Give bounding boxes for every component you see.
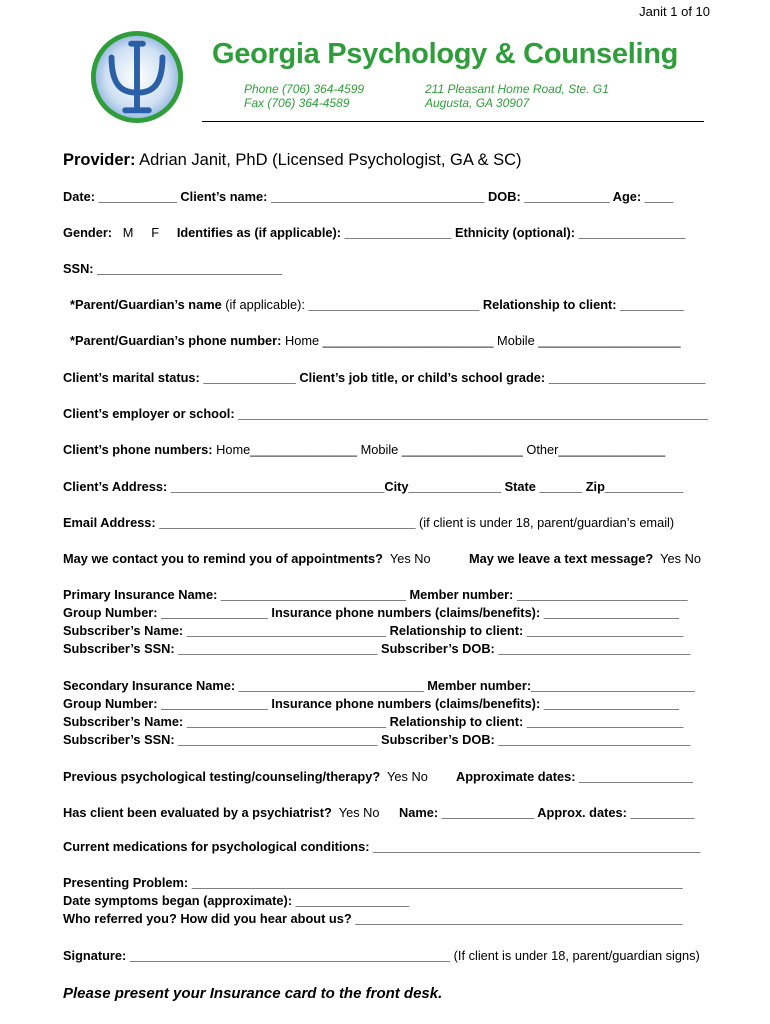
presenting-problem-line[interactable]: Presenting Problem: _____________________________________________________________________ — [63, 875, 683, 890]
previous-therapy-row[interactable]: Previous psychological testing/counseling/therapy? Yes No Approximate dates: ________________ — [63, 769, 693, 784]
secondary-insurance-line[interactable]: Group Number: _______________ Insurance phone numbers (claims/benefits): ___________________ — [63, 696, 679, 711]
text-options: Yes No — [660, 551, 701, 566]
psi-logo — [88, 28, 186, 126]
secondary-insurance-line[interactable]: Secondary Insurance Name: __________________________ Member number:_______________________ — [63, 678, 695, 693]
ssn-row[interactable]: SSN: __________________________ — [63, 261, 283, 276]
org-address-line2: Augusta, GA 30907 — [425, 96, 530, 110]
insurance-card-notice: Please present your Insurance card to the front desk. — [63, 985, 443, 1002]
referral-line[interactable]: Who referred you? How did you hear about us? ______________________________________________ — [63, 911, 683, 926]
org-fax: Fax (706) 364-4589 — [244, 96, 350, 110]
email-row[interactable]: Email Address: ____________________________________ (if client is under 18, parent/guardian’s email) — [63, 515, 675, 530]
client-phone-row[interactable]: Client’s phone numbers: Home_______________ Mobile _________________ Other_______________ — [63, 442, 666, 457]
parent-phone-row[interactable]: *Parent/Guardian’s phone number: Home ________________________ Mobile ____________________ — [70, 333, 681, 348]
client-address-row[interactable]: Client’s Address: ______________________________City_____________ State ______ Zip___________ — [63, 479, 684, 494]
phone-fax — [244, 82, 364, 110]
provider-line — [63, 151, 522, 170]
secondary-insurance-line[interactable]: Subscriber’s SSN: ____________________________ Subscriber’s DOB: ___________________________ — [63, 732, 691, 747]
symptoms-began-line[interactable]: Date symptoms began (approximate): ________________ — [63, 893, 410, 908]
employer-row[interactable]: Client’s employer or school: __________________________________________________________________ — [63, 406, 708, 421]
page-number: Janit 1 of 10 — [639, 4, 710, 19]
parent-name-row[interactable]: *Parent/Guardian’s name (if applicable): ________________________ Relationship to client: _________ — [70, 297, 685, 312]
header-rule — [202, 121, 704, 122]
medications-row[interactable]: Current medications for psychological conditions: ______________________________________________ — [63, 839, 701, 854]
date-name-dob-row[interactable]: Date: ___________ Client’s name: ______________________________ DOB: ____________ Age: ____ — [63, 189, 674, 204]
org-name: Georgia Psychology & Counseling — [212, 38, 679, 70]
signature-row[interactable]: Signature: _____________________________________________ (If client is under 18, parent/guardian signs) — [63, 948, 700, 963]
primary-insurance-block — [63, 586, 708, 658]
presenting-problem-block — [63, 874, 708, 928]
provider-label: Provider: — [63, 151, 136, 169]
marital-row[interactable]: Client’s marital status: _____________ Client’s job title, or child’s school grade: ______________________ — [63, 370, 706, 385]
psychiatrist-row[interactable]: Has client been evaluated by a psychiatrist? Yes No Name: _____________ Approx. dates: _________ — [63, 805, 695, 820]
primary-insurance-line[interactable]: Primary Insurance Name: __________________________ Member number: ________________________ — [63, 587, 688, 602]
contact-permission-row[interactable]: May we contact you to remind you of appointments? Yes No May we leave a text message? Yes No — [63, 551, 701, 566]
provider-value: Adrian Janit, PhD (Licensed Psychologist, GA & SC) — [139, 151, 522, 169]
primary-insurance-line[interactable]: Subscriber’s Name: ____________________________ Relationship to client: ______________________ — [63, 623, 684, 638]
secondary-insurance-line[interactable]: Subscriber’s Name: ____________________________ Relationship to client: ______________________ — [63, 714, 684, 729]
primary-insurance-line[interactable]: Group Number: _______________ Insurance phone numbers (claims/benefits): ___________________ — [63, 605, 679, 620]
org-phone: Phone (706) 364-4599 — [244, 82, 365, 96]
gender-row[interactable]: Gender: M F Identifies as (if applicable): _______________ Ethnicity (optional): _______________ — [63, 225, 686, 240]
org-address-line1: 211 Pleasant Home Road, Ste. G1 — [425, 82, 609, 96]
secondary-insurance-block — [63, 677, 708, 749]
remind-options: Yes No — [389, 551, 431, 566]
org-address — [425, 82, 609, 110]
primary-insurance-line[interactable]: Subscriber’s SSN: ____________________________ Subscriber’s DOB: ___________________________ — [63, 641, 691, 656]
